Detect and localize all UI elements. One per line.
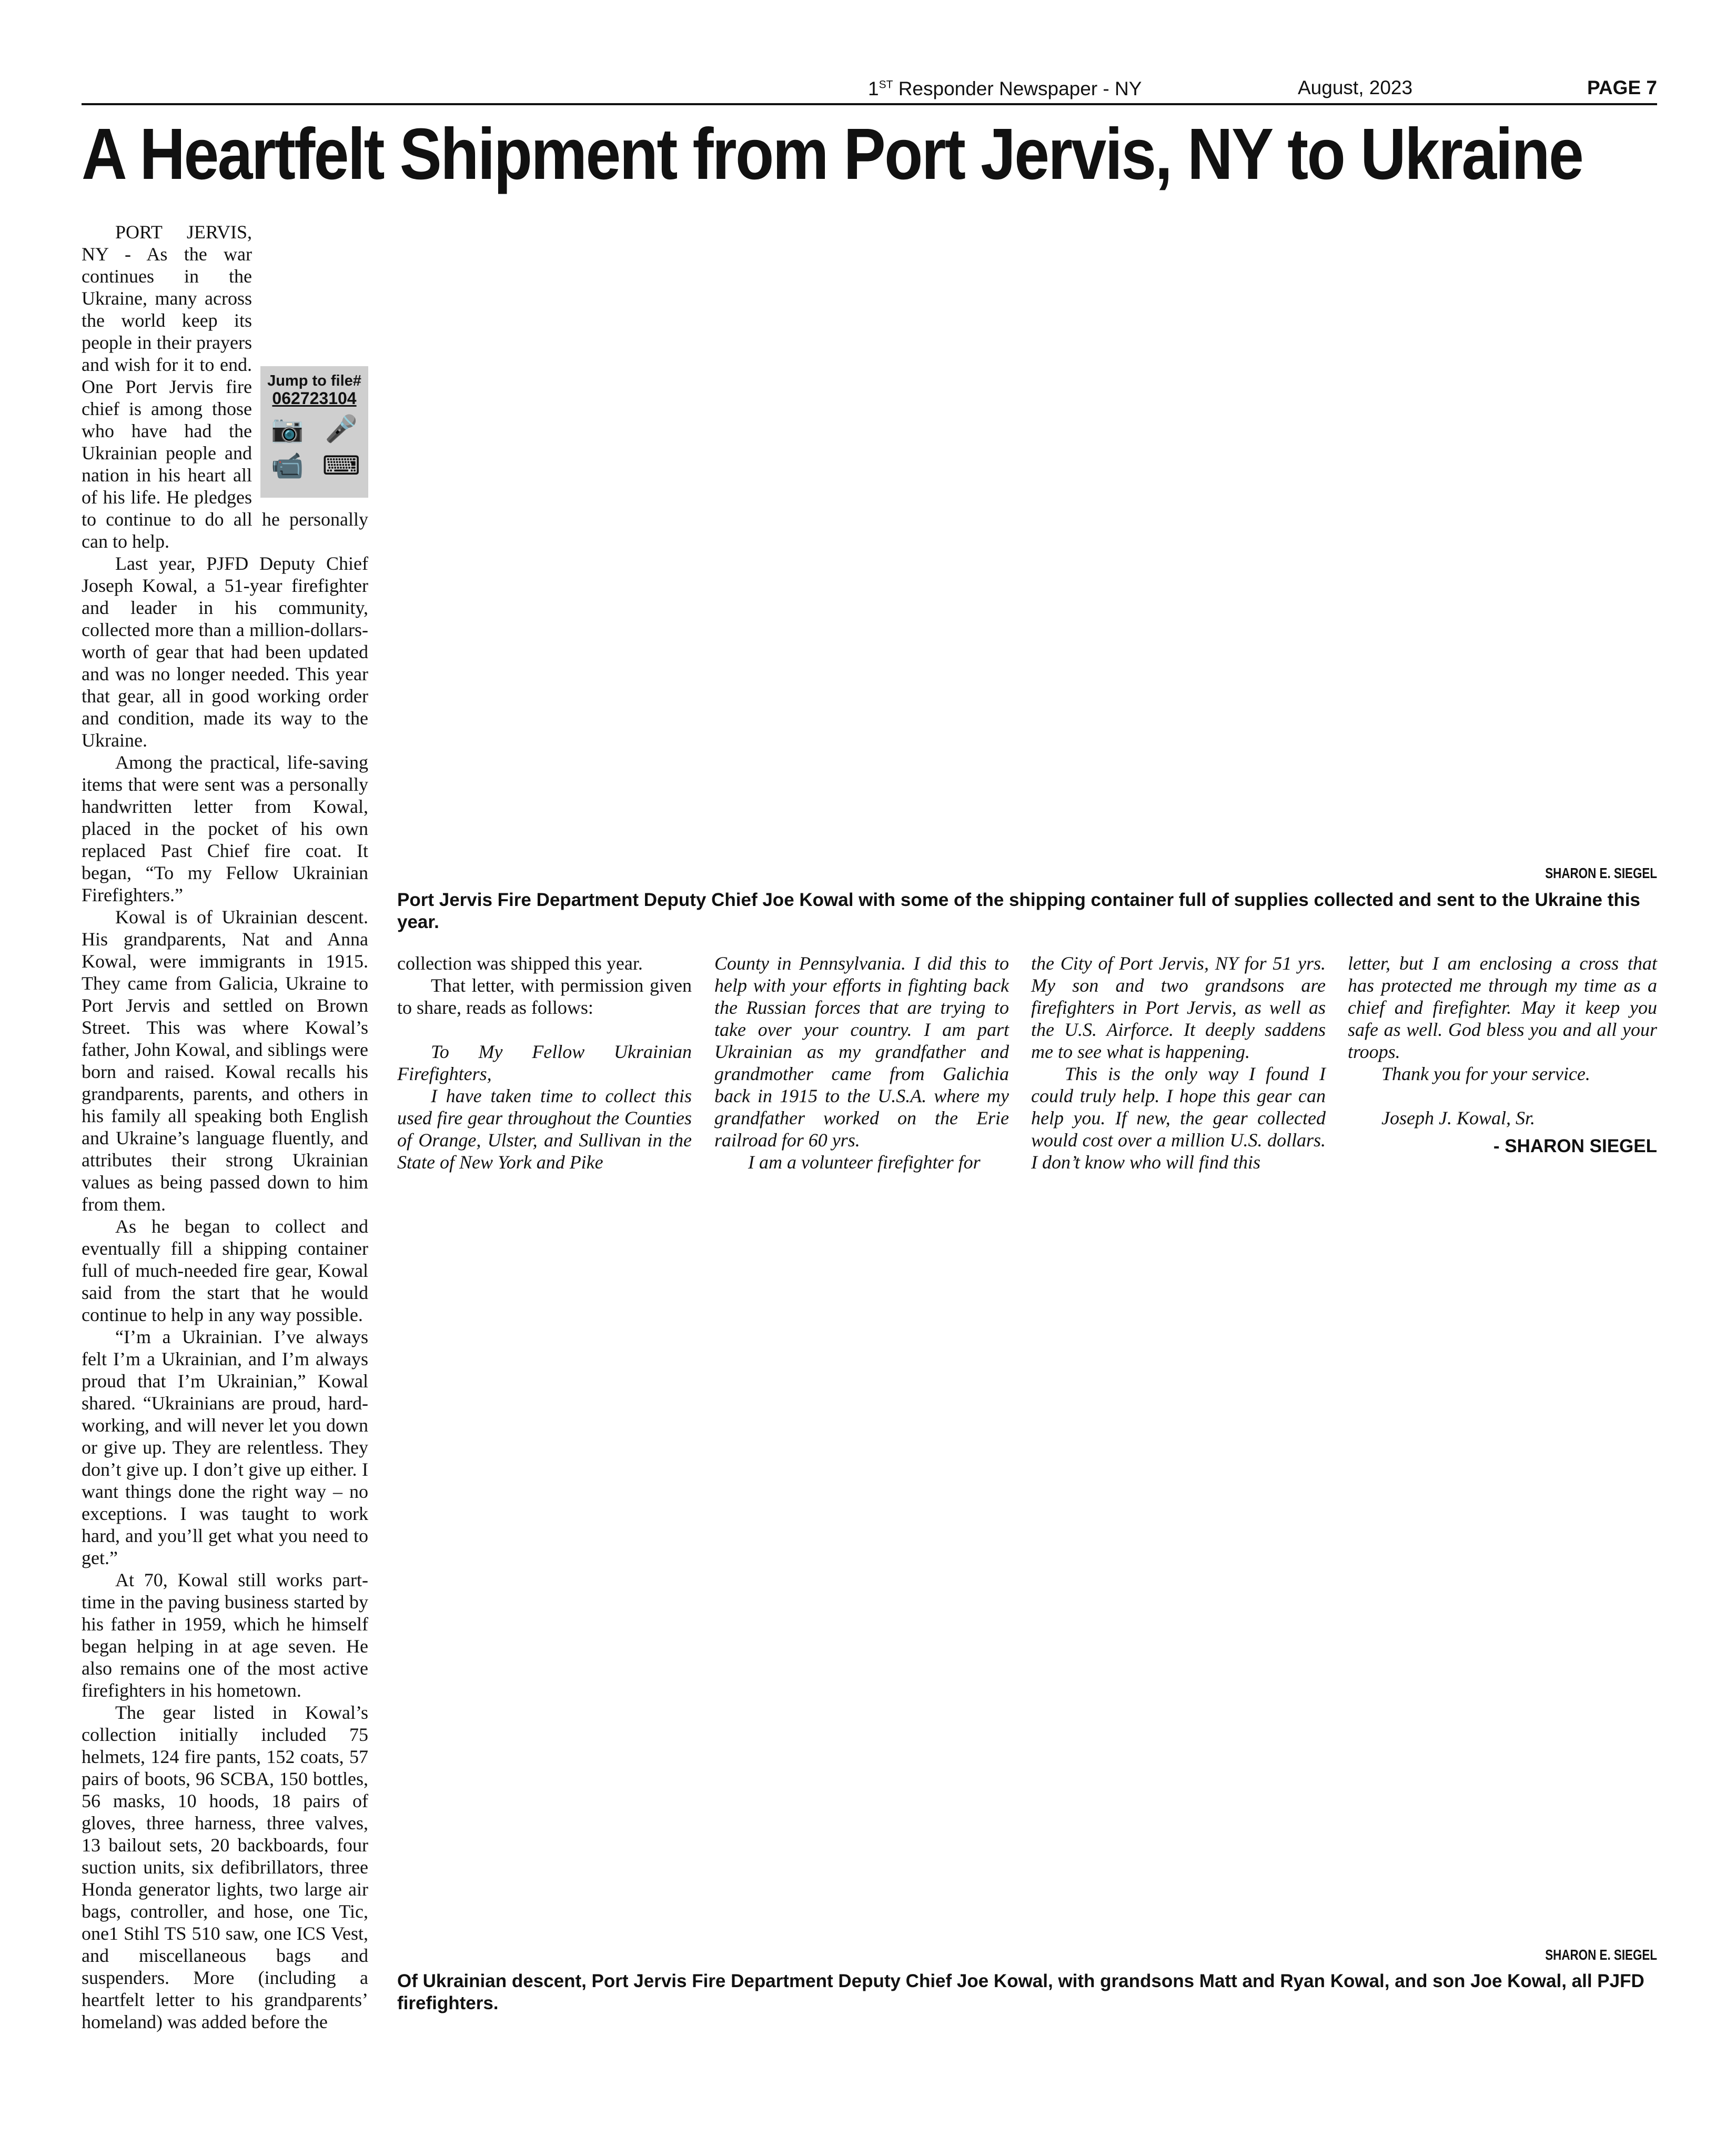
issue-date: August, 2023: [1298, 77, 1413, 98]
jump-box-file-number[interactable]: 062723104: [272, 389, 357, 408]
continuation-column-2: [714, 952, 1009, 1173]
video-camera-icon: 📹: [271, 451, 304, 480]
paragraph: Last year, PJFD Deputy Chief Joseph Kowal, a 51-year firefighter and leader in his community, collected more than a million-dollars-worth of gear that had been updated and was no longer needed. This year that gear, all in good working order and condition, made its way to the Ukraine.: [82, 553, 368, 751]
article-left-column: [82, 221, 368, 2033]
newspaper-name: 1ST Responder Newspaper - NY: [868, 78, 1142, 99]
typewriter-icon: ⌨: [322, 451, 360, 480]
photo-caption: Of Ukrainian descent, Port Jervis Fire Department Deputy Chief Joe Kowal, with grandsons Matt and Ryan Kowal, and son Joe Kowal, all PJFD firefighters.: [397, 1971, 1644, 2013]
microphone-icon: 🎤: [325, 414, 358, 444]
paragraph: The gear listed in Kowal’s collection initially included 75 helmets, 124 fire pants, 152 coats, 57 pairs of boots, 96 SCBA, 150 bottles, 56 masks, 10 hoods, 18 pairs of gloves, three harness, three valves, 13 bailout sets, 20 backboards, four suction units, six defibrillators, three Honda generator lights, two large air bags, controller, and hose, one Tic, one1 Stihl TS 510 saw, one ICS Vest, and miscellaneous bags and suspenders. More (including a heartfelt letter to his grandparents’ homeland) was added before the: [82, 1702, 368, 2032]
letter-paragraph: the City of Port Jervis, NY for 51 yrs. My son and two grandsons are firefighters in Port Jervis, as well as the U.S. Airforce. It deeply saddens me to see what is happening.: [1031, 953, 1326, 1062]
continuation-column-3: [1031, 952, 1326, 1173]
letter-paragraph: I am a volunteer firefighter for: [748, 1152, 981, 1173]
letter-paragraph: This is the only way I found I could truly help. I hope this gear can help you. If new, the gear collected would cost over a million U.S. dollars. I don’t know who will find this: [1031, 1063, 1326, 1173]
page-number: PAGE 7: [1587, 77, 1657, 98]
photo-credit: SHARON E. SIEGEL: [1545, 865, 1657, 881]
paragraph: As he began to collect and eventually fill a shipping container full of much-needed fire gear, Kowal said from the start that he would continue to help in any way possible.: [82, 1216, 368, 1325]
page-header: [82, 77, 1657, 105]
camera-icon: 📷: [271, 414, 304, 444]
letter-salutation: To My Fellow Ukrainian Firefighters,: [397, 1041, 692, 1084]
letter-paragraph: I have taken time to collect this used fire gear throughout the Counties of Orange, Ulster, and Sullivan in the State of New York and Pike: [397, 1085, 692, 1173]
paragraph: Kowal is of Ukrainian descent. His grandparents, Nat and Anna Kowal, were immigrants in 1915. They came from Galicia, Ukraine to Port Jervis and settled on Brown Street. This was where Kowal’s father, John Kowal, and siblings were born and raised. Kowal recalls his grandparents, parents, and others in his family all speaking both English and Ukraine’s language fluently, and attributes their strong Ukrainian values as being passed down to him from them.: [82, 906, 368, 1215]
photo-kowal-family: [397, 1192, 1657, 1941]
letter-paragraph: letter, but I am enclosing a cross that has protected me through my time as a chief and firefighter. May it keep you safe as well. God bless you and all your troops.: [1348, 953, 1657, 1062]
photo-caption: Port Jervis Fire Department Deputy Chief Joe Kowal with some of the shipping container full of supplies collected and sent to the Ukraine this year.: [397, 890, 1640, 932]
paragraph: At 70, Kowal still works part-time in the paving business started by his father in 1959, which he himself began helping in at age seven. He also remains one of the most active firefighters in his hometown.: [82, 1569, 368, 1701]
letter-closing: Thank you for your service.: [1381, 1063, 1590, 1084]
paragraph: “I’m a Ukrainian. I’ve always felt I’m a Ukrainian, and I’m always proud that I’m Ukrainian,” Kowal shared. “Ukrainians are proud, hard-working, and will never let you down or give up. They are relentless. They don’t give up. I don’t give up either. I want things done the right way – no exceptions. I was taught to work hard, and you’ll get what you need to get.”: [82, 1326, 368, 1568]
article-headline: A Heartfelt Shipment from Port Jervis, NY to Ukraine: [82, 114, 1583, 195]
paragraph: Among the practical, life-saving items that were sent was a personally handwritten letter from Kowal, placed in the pocket of his own replaced Past Chief fire coat. It began, “To my Fellow Ukrainian Firefighters.”: [82, 752, 368, 905]
continuation-column-1: [397, 952, 692, 1173]
photo-credit: SHARON E. SIEGEL: [1545, 1947, 1657, 1963]
article-byline: - SHARON SIEGEL: [1493, 1136, 1657, 1156]
letter-signature: Joseph J. Kowal, Sr.: [1381, 1107, 1535, 1129]
continuation-column-4: [1348, 952, 1657, 1157]
paragraph: PORT JERVIS, NY - As the war continues in the Ukraine, many across the world keep its people in their prayers and wish for it to end. One Port Jervis fire chief is among those who have had the Ukrainian people and nation in his heart all of his life. He pledges to continue to do all he personally can to help.: [82, 221, 368, 552]
paragraph: collection was shipped this year.: [397, 953, 643, 974]
photo-shipping-container: [397, 221, 1657, 860]
letter-paragraph: County in Pennsylvania. I did this to help with your efforts in fighting back the Russian forces that are trying to take over your country. I am part Ukrainian as my grandfather and grandmother came from Galichia back in 1915 to the U.S.A. where my grandfather worked on the Erie railroad for 60 yrs.: [714, 953, 1009, 1151]
jump-box-title: Jump to file#: [267, 372, 361, 389]
jump-to-file-box[interactable]: [260, 366, 368, 498]
paragraph: That letter, with permission given to share, reads as follows:: [397, 975, 692, 1018]
